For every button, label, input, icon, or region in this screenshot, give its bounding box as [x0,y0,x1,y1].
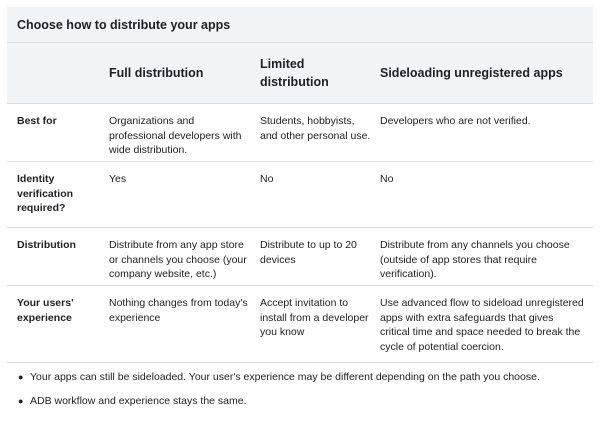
list-item [18,370,540,384]
cell-limited: Students, hobbyists, and other personal use. [260,115,371,142]
cell-full: Distribute from any app store or channels you choose (your company website, etc.) [109,239,247,280]
row-label: Best for [17,115,57,127]
bullet-icon: ● [18,372,24,382]
table-title-row [7,7,593,43]
note-text: Your apps can still be sideloaded. Your user's experience may be different depending on the path you choose. [30,371,540,383]
cell-full: Organizations and professional developers with wide distribution. [109,115,242,156]
cell-sideload: Distribute from any channels you choose (outside of app stores that require verification). [380,239,570,280]
cell-limited: Distribute to up to 20 devices [260,239,357,266]
cell-sideload: No [380,173,394,185]
cell-full: Nothing changes from today's experience [109,297,248,324]
row-label: Identity verification required? [17,173,74,214]
distribution-comparison-table [7,7,593,363]
list-item [18,394,540,408]
table-title: Choose how to distribute your apps [17,17,231,32]
header-limited-distribution: Limited distribution [260,57,329,89]
bullet-icon: ● [18,396,24,406]
header-full-distribution: Full distribution [109,66,204,80]
table-row-best-for [7,104,593,162]
row-label: Distribution [17,239,76,251]
cell-limited: No [260,173,274,185]
table-header-row [7,43,593,104]
notes-list [18,370,540,418]
table-row-identity-verification [7,162,593,228]
cell-sideload: Developers who are not verified. [380,115,531,127]
cell-limited: Accept invitation to install from a developer you know [260,297,369,338]
header-sideloading: Sideloading unregistered apps [380,66,563,80]
table-row-users-experience [7,286,593,363]
table-row-distribution [7,228,593,286]
cell-sideload: Use advanced flow to sideload unregistered apps with extra safeguards that gives critical time and space needed to break the cycle of potential coercion. [380,297,584,353]
cell-full: Yes [109,173,127,185]
note-text: ADB workflow and experience stays the same. [30,395,247,407]
row-label: Your users' experience [17,297,74,324]
